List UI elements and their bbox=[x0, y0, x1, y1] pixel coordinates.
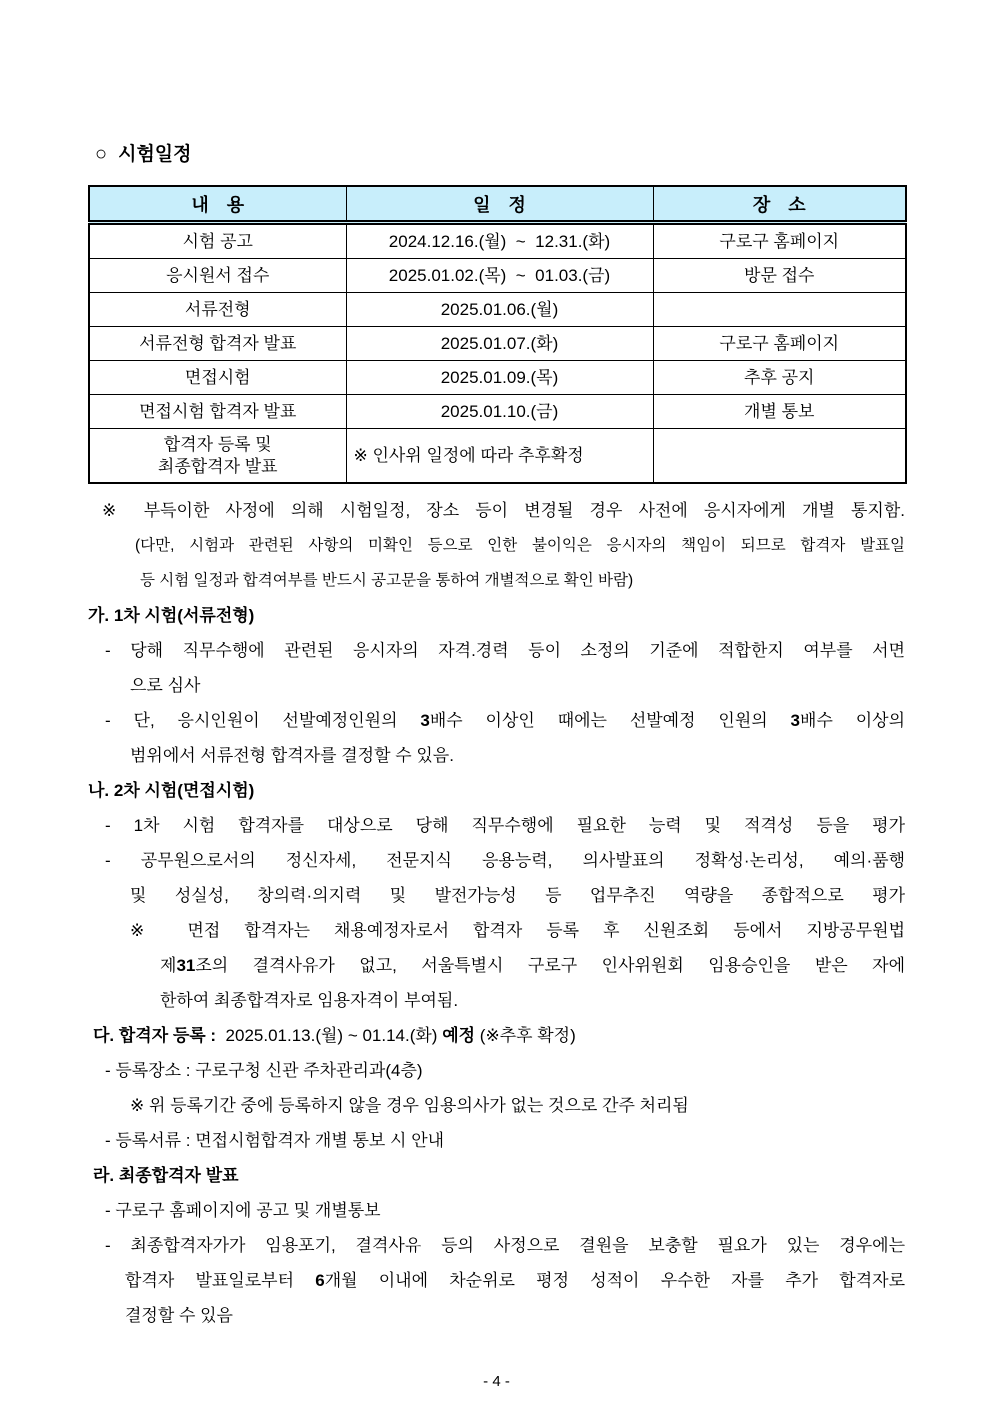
cell-schedule: 2024.12.16.(월) ~ 12.31.(화) bbox=[346, 223, 653, 259]
list-item: - 최종합격자가가 임용포기, 결격사유 등의 사정으로 결원을 보충할 필요가 있는 경우에는 bbox=[105, 1236, 905, 1255]
notice-line-1: ※ 부득이한 사정에 의해 시험일정, 장소 등이 변경될 경우 사전에 응시자에게 개별 통지함. bbox=[102, 501, 905, 520]
note-line: ※ 위 등록기간 중에 등록하지 않을 경우 임용의사가 없는 것으로 간주 처리됨 bbox=[130, 1096, 689, 1115]
heading-final-announcement: 라. 최종합격자 발표 bbox=[93, 1166, 239, 1185]
heading-registration bbox=[88, 1018, 905, 1053]
table-row bbox=[89, 361, 906, 395]
text-segment: 배수 이상인 때에는 선발예정 인원의 bbox=[429, 711, 791, 730]
heading-second-exam: 나. 2차 시험(면접시험) bbox=[88, 781, 255, 800]
column-header-content: 내 용 bbox=[89, 186, 346, 223]
list-item: - 등록서류 : 면접시험합격자 개별 통보 시 안내 bbox=[105, 1131, 445, 1150]
cell-content: 응시원서 접수 bbox=[89, 259, 346, 293]
cell-schedule: 2025.01.10.(금) bbox=[346, 395, 653, 429]
table-header-row bbox=[89, 186, 906, 223]
bold-number: 3 bbox=[420, 711, 430, 730]
list-item: - 당해 직무수행에 관련된 응시자의 자격.경력 등이 소정의 기준에 적합한지 여부를 서면 bbox=[105, 641, 905, 660]
text-segment: - 단, 응시인원이 선발예정인원의 bbox=[105, 711, 421, 730]
list-item-continuation: 으로 심사 bbox=[130, 676, 201, 695]
heading-tail: (※추후 확정) bbox=[475, 1026, 576, 1045]
note-line: ※ 면접 합격자는 채용예정자로서 합격자 등록 후 신원조회 등에서 지방공무원법 bbox=[130, 921, 905, 940]
text-segment: 배수 이상의 bbox=[800, 711, 905, 730]
list-item bbox=[88, 703, 905, 738]
list-item: - 구로구 홈페이지에 공고 및 개별통보 bbox=[105, 1201, 381, 1220]
cell-content-line2: 최종합격자 발표 bbox=[157, 456, 278, 476]
cell-place: 추후 공지 bbox=[653, 361, 906, 395]
cell-place bbox=[653, 293, 906, 327]
note-line-continuation bbox=[88, 948, 905, 983]
cell-schedule: 2025.01.06.(월) bbox=[346, 293, 653, 327]
notice-line-3: 등 시험 일정과 합격여부를 반드시 공고문을 통하여 개별적으로 확인 바람) bbox=[140, 572, 634, 589]
cell-place bbox=[653, 429, 906, 484]
list-item-continuation: 범위에서 서류전형 합격자를 결정할 수 있음. bbox=[130, 746, 454, 765]
document-body bbox=[88, 493, 905, 1333]
heading-first-exam: 가. 1차 시험(서류전형) bbox=[88, 606, 255, 625]
page-number: - 4 - bbox=[483, 1373, 510, 1390]
cell-place: 방문 접수 bbox=[653, 259, 906, 293]
cell-schedule: 2025.01.07.(화) bbox=[346, 327, 653, 361]
exam-schedule-table bbox=[88, 185, 907, 484]
table-row bbox=[89, 293, 906, 327]
list-item-continuation bbox=[88, 1263, 905, 1298]
text-segment: 조의 결격사유가 없고, 서울특별시 구로구 인사위원회 임용승인을 받은 자에 bbox=[195, 956, 905, 975]
cell-content: 시험 공고 bbox=[89, 223, 346, 259]
expected-label: 예정 bbox=[442, 1026, 476, 1045]
table-row bbox=[89, 223, 906, 259]
table-row bbox=[89, 395, 906, 429]
cell-content: 서류전형 bbox=[89, 293, 346, 327]
list-item-continuation: 결정할 수 있음 bbox=[125, 1306, 233, 1325]
cell-place: 구로구 홈페이지 bbox=[653, 327, 906, 361]
list-item-continuation: 및 성실성, 창의력·의지력 및 발전가능성 등 업무추진 역량을 종합적으로 평가 bbox=[130, 886, 905, 905]
note-line-continuation: 한하여 최종합격자로 임용자격이 부여됨. bbox=[160, 991, 459, 1010]
cell-content: 면접시험 bbox=[89, 361, 346, 395]
text-segment: 합격자 발표일로부터 bbox=[125, 1271, 316, 1290]
page-title bbox=[88, 141, 905, 168]
cell-schedule: 2025.01.02.(목) ~ 01.03.(금) bbox=[346, 259, 653, 293]
cell-schedule: ※ 인사위 일정에 따라 추후확정 bbox=[346, 429, 653, 484]
notice-line-2: (다만, 시험과 관련된 사항의 미확인 등으로 인한 불이익은 응시자의 책임이 되므로 합격자 발표일 bbox=[135, 537, 905, 554]
table-row bbox=[89, 259, 906, 293]
bold-number: 3 bbox=[790, 711, 801, 730]
list-item: - 공무원으로서의 정신자세, 전문지식 응용능력, 의사발표의 정확성·논리성, 예의·품행 bbox=[105, 851, 905, 870]
cell-content-line1: 합격자 등록 및 bbox=[163, 434, 272, 454]
text-segment: 제 bbox=[160, 956, 177, 975]
cell-content: 면접시험 합격자 발표 bbox=[89, 395, 346, 429]
registration-date: 2025.01.13.(월) ~ 01.14.(화) bbox=[216, 1026, 443, 1045]
list-item: - 등록장소 : 구로구청 신관 주차관리과(4층) bbox=[105, 1061, 423, 1080]
circle-bullet-icon: ○ bbox=[95, 143, 108, 165]
table-row bbox=[89, 429, 906, 484]
column-header-place: 장 소 bbox=[653, 186, 906, 223]
table-row bbox=[89, 327, 906, 361]
page-title-text: 시험일정 bbox=[118, 144, 192, 165]
bold-number: 6 bbox=[315, 1271, 325, 1290]
cell-place: 구로구 홈페이지 bbox=[653, 223, 906, 259]
list-item: - 1차 시험 합격자를 대상으로 당해 직무수행에 필요한 능력 및 적격성 등을 평가 bbox=[105, 816, 905, 835]
heading-label: 다. 합격자 등록 : bbox=[93, 1026, 217, 1045]
bold-number: 31 bbox=[176, 956, 196, 975]
cell-place: 개별 통보 bbox=[653, 395, 906, 429]
text-segment: 개월 이내에 차순위로 평정 성적이 우수한 자를 추가 합격자로 bbox=[324, 1271, 905, 1290]
cell-content bbox=[89, 429, 346, 484]
cell-content: 서류전형 합격자 발표 bbox=[89, 327, 346, 361]
cell-schedule: 2025.01.09.(목) bbox=[346, 361, 653, 395]
document-content bbox=[88, 0, 905, 1392]
column-header-schedule: 일 정 bbox=[346, 186, 653, 223]
